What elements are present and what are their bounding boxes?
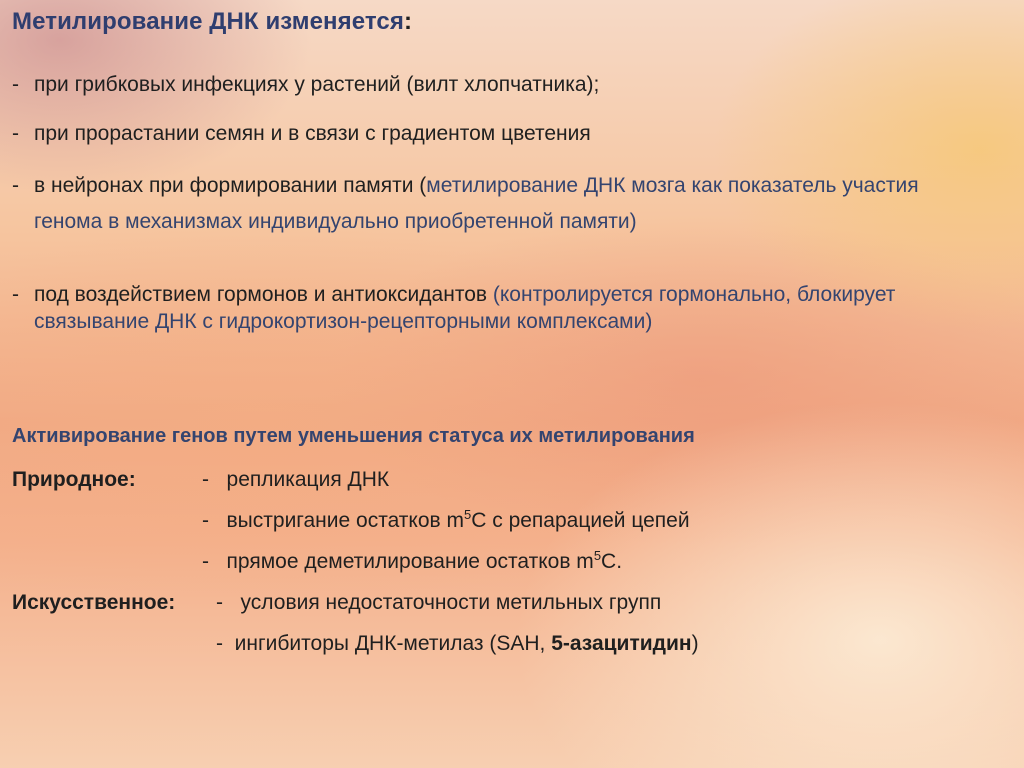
item-superscript: 5 [593, 548, 602, 563]
item-text: условия недостаточности метильных групп [240, 591, 662, 614]
item-text-post: С с репарацией цепей [471, 509, 690, 532]
natural-item-replication [202, 468, 389, 492]
item-text: репликация ДНК [226, 468, 390, 491]
bullet-neurons-memory [12, 168, 952, 240]
bullet-dash: - [12, 283, 19, 306]
slide-title-colon: : [403, 8, 413, 35]
natural-item-excision [202, 509, 690, 533]
bullet-seed-germination [12, 117, 1012, 150]
bullet-dash: - [12, 174, 19, 197]
natural-row-1 [12, 468, 136, 492]
activation-heading: Активирование генов путем уменьшения статуса их метилирования [12, 425, 695, 447]
slide-title [12, 8, 412, 36]
item-dash: - [202, 468, 209, 491]
bullet-text: при грибковых инфекциях у растений (вилт хлопчатника); [34, 73, 600, 96]
item-text-bold: 5-азацитидин [551, 632, 692, 655]
item-dash: - [216, 591, 223, 614]
bullet-text: в нейронах при формировании памяти ( [34, 174, 427, 197]
natural-item-demethylation [202, 550, 622, 574]
item-dash: - [202, 550, 209, 573]
bullet-text: при прорастании семян и в связи с градиентом цветения [34, 122, 591, 145]
slide-title-text: Метилирование ДНК изменяется [12, 8, 404, 35]
bullet-dash: - [12, 73, 19, 96]
artificial-label: Искусственное: [12, 591, 176, 614]
artificial-item-methyl-deficiency [216, 591, 661, 615]
natural-label: Природное: [12, 468, 136, 491]
artificial-row-1 [12, 591, 175, 615]
item-text-post: С. [601, 550, 623, 573]
bullet-text: под воздействием гормонов и антиоксидантов [34, 283, 488, 306]
item-text-pre: выстригание остатков m [226, 509, 464, 532]
bullet-hormones-antioxidants [12, 281, 1012, 335]
bullet-note: (контролируется гормонально, блокирует связывание ДНК с гидрокортизон-рецепторными комплексами) [34, 283, 896, 333]
item-dash: - [202, 509, 209, 532]
artificial-item-inhibitors [216, 632, 699, 656]
item-text-pre: прямое деметилирование остатков m [226, 550, 594, 573]
bullet-dash: - [12, 122, 19, 145]
item-dash: - [216, 632, 223, 655]
bullet-note: метилирование ДНК мозга как показатель участия генома в механизмах индивидуально приобретенной памяти) [34, 174, 919, 233]
item-superscript: 5 [464, 507, 472, 522]
item-text-post: ) [691, 632, 699, 655]
item-text-pre: ингибиторы ДНК-метилаз (SAH, [234, 632, 552, 655]
bullet-fungal-infections [12, 68, 1012, 101]
